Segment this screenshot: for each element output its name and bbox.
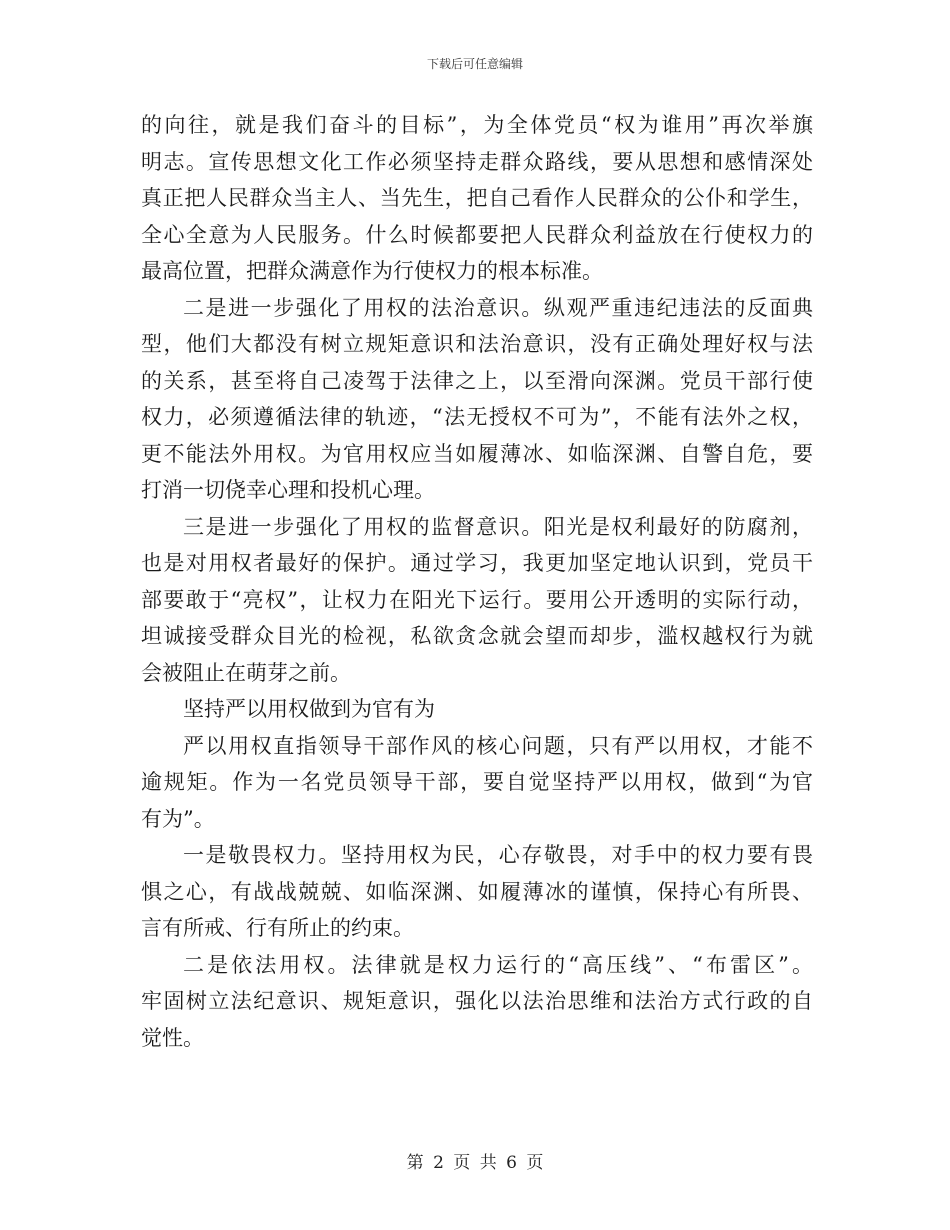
paragraph xyxy=(141,509,813,692)
paragraph-line: 言有所戒、行有所止的约束。 xyxy=(141,916,414,940)
paragraph-line: 三是进一步强化了用权的监督意识。阳光是权利最好的防腐剂， xyxy=(183,514,813,539)
paragraph xyxy=(141,691,813,728)
paragraph-line: 会被阻止在萌芽之前。 xyxy=(141,660,351,685)
paragraph xyxy=(141,107,813,290)
paragraph-line: 惧之心，有战战兢兢、如临深渊、如履薄冰的谨慎，保持心有所畏、 xyxy=(141,879,813,904)
paragraph-line: 有为”。 xyxy=(141,806,215,831)
paragraph-line: 明志。宣传思想文化工作必须坚持走群众路线，要从思想和感情深处 xyxy=(141,149,813,174)
paragraph-line: 严以用权直指领导干部作风的核心问题，只有严以用权，才能不 xyxy=(183,733,813,758)
paragraph-line: 型，他们大都没有树立规矩意识和法治意识，没有正确处理好权与法 xyxy=(141,332,813,356)
paragraph xyxy=(141,728,813,838)
page-header: 下载后可任意编辑 xyxy=(426,57,523,71)
paragraph-line: 也是对用权者最好的保护。通过学习，我更加坚定地认识到，党员干 xyxy=(141,551,813,575)
paragraph-line: 部要敢于“亮权”，让权力在阳光下运行。要用公开透明的实际行动， xyxy=(141,587,813,612)
paragraph-line: 真正把人民群众当主人、当先生，把自己看作人民群众的公仆和学生， xyxy=(141,186,813,210)
paragraph-line: 的关系，甚至将自己凌驾于法律之上，以至滑向深渊。党员干部行使 xyxy=(141,368,813,393)
paragraph xyxy=(141,837,813,947)
paragraph-line: 二是进一步强化了用权的法治意识。纵观严重违纪违法的反面典 xyxy=(183,295,813,320)
document-body xyxy=(141,107,813,1056)
paragraph-line: 逾规矩。作为一名党员领导干部，要自觉坚持严以用权，做到“为官 xyxy=(141,770,813,794)
paragraph-line: 觉性。 xyxy=(141,1025,204,1050)
page-number-footer: 第 2 页 共 6 页 xyxy=(406,1153,544,1173)
paragraph-line: 权力，必须遵循法律的轨迹，“法无授权不可为”，不能有法外之权， xyxy=(141,405,813,429)
paragraph-line: 一是敬畏权力。坚持用权为民，心存敬畏，对手中的权力要有畏 xyxy=(183,843,813,867)
paragraph-line: 牢固树立法纪意识、规矩意识，强化以法治思维和法治方式行政的自 xyxy=(141,989,813,1013)
paragraph-line: 最高位置，把群众满意作为行使权力的根本标准。 xyxy=(141,259,603,283)
paragraph-line: 全心全意为人民服务。什么时候都要把人民群众利益放在行使权力的 xyxy=(141,222,813,247)
paragraph-line: 更不能法外用权。为官用权应当如履薄冰、如临深渊、自警自危，要 xyxy=(141,441,813,466)
paragraph-line: 的向往，就是我们奋斗的目标”，为全体党员“权为谁用”再次举旗 xyxy=(141,113,813,137)
paragraph xyxy=(141,947,813,1057)
paragraph-line: 坦诚接受群众目光的检视，私欲贪念就会望而却步，滥权越权行为就 xyxy=(141,624,813,648)
paragraph-line: 坚持严以用权做到为官有为 xyxy=(183,697,435,721)
paragraph-line: 二是依法用权。法律就是权力运行的“高压线”、“布雷区”。 xyxy=(183,952,813,977)
paragraph xyxy=(141,290,813,509)
paragraph-line: 打消一切侥幸心理和投机心理。 xyxy=(141,478,435,502)
